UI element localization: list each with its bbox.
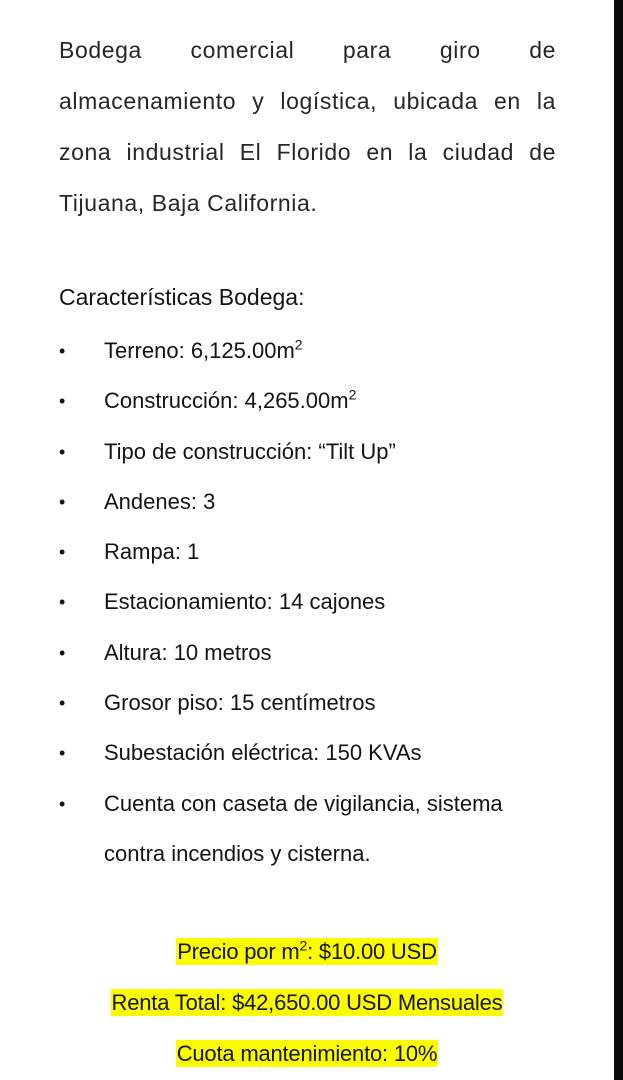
- price-prefix: Precio por m: [177, 939, 300, 964]
- bullet-icon: •: [59, 491, 66, 512]
- feature-label: Andenes: 3: [104, 488, 216, 514]
- superscript: 2: [348, 386, 357, 403]
- feature-label: Subestación eléctrica: 150 KVAs: [104, 740, 422, 766]
- feature-label: Altura: 10 metros: [104, 639, 272, 665]
- feature-label: Cuenta con caseta de vigilancia, sistema contra incendios y cisterna.: [104, 790, 503, 866]
- feature-label: Terreno: 6,125.00m: [104, 338, 295, 363]
- feature-item: [59, 577, 559, 627]
- bullet-icon: •: [59, 793, 66, 814]
- bullet-icon: •: [59, 391, 66, 412]
- bullet-icon: •: [59, 341, 66, 361]
- maintenance-fee: Cuota mantenimiento: 10%: [176, 1041, 438, 1066]
- features-title: Características Bodega:: [59, 284, 305, 310]
- price-per-m2-line: [0, 926, 614, 977]
- feature-item: [59, 628, 559, 678]
- feature-item: [59, 678, 559, 728]
- feature-item: [59, 779, 559, 880]
- feature-label: Tipo de construcción: “Tilt Up”: [104, 438, 396, 464]
- features-list: [59, 326, 559, 879]
- feature-item: [59, 427, 559, 477]
- feature-label: Grosor piso: 15 centímetros: [104, 690, 376, 716]
- bullet-icon: •: [59, 693, 66, 714]
- bullet-icon: •: [59, 642, 66, 663]
- bullet-icon: •: [59, 743, 66, 764]
- bullet-icon: •: [59, 592, 66, 613]
- superscript: 2: [294, 336, 303, 353]
- intro-paragraph: Bodega comercial para giro de almacenamiento y logística, ubicada en la zona industrial El Florido en la ciudad de Tijuana, Baja California.: [59, 37, 556, 216]
- feature-item: [59, 728, 559, 778]
- feature-item: [59, 477, 559, 527]
- feature-label: Construcción: 4,265.00m: [104, 388, 349, 414]
- feature-item: [59, 527, 559, 577]
- superscript: 2: [299, 937, 308, 954]
- pricing-block: [0, 926, 614, 1079]
- price-value: : $10.00 USD: [307, 939, 437, 964]
- right-edge-bar: [614, 0, 623, 1080]
- feature-label: Estacionamiento: 14 cajones: [104, 589, 386, 615]
- feature-item: [59, 326, 559, 376]
- total-rent-line: [0, 977, 614, 1028]
- bullet-icon: •: [59, 441, 66, 462]
- total-rent: Renta Total: $42,650.00 USD Mensuales: [111, 990, 503, 1015]
- feature-label: Rampa: 1: [104, 539, 200, 565]
- maintenance-line: [0, 1028, 614, 1079]
- price-per-m2: [176, 938, 438, 965]
- feature-item: [59, 376, 559, 426]
- bullet-icon: •: [59, 542, 66, 563]
